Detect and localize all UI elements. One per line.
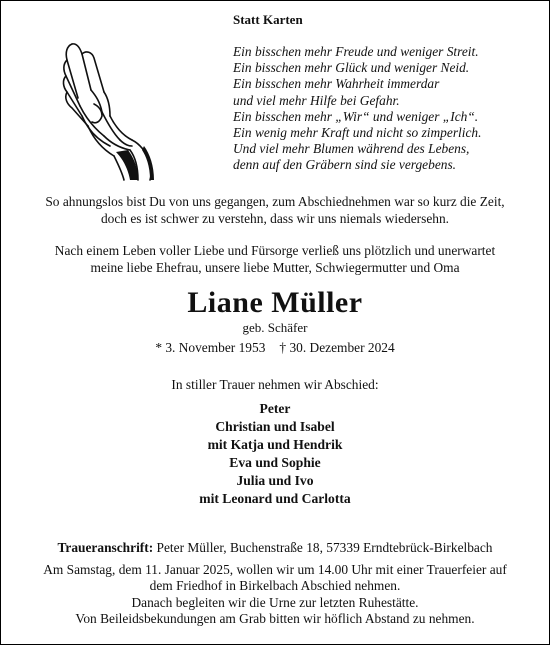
family-line: Julia und Ivo bbox=[236, 473, 314, 488]
death-date: † 30. Dezember 2024 bbox=[279, 340, 395, 355]
poem-line: Ein bisschen mehr „Wir“ und weniger „Ich“. bbox=[233, 108, 479, 124]
maiden-name: geb. Schäfer bbox=[242, 320, 308, 335]
praying-hands-icon bbox=[58, 40, 156, 182]
poem-line: und viel mehr Hilfe bei Gefahr. bbox=[233, 92, 400, 108]
birth-date: * 3. November 1953 bbox=[155, 340, 266, 355]
life-dates bbox=[0, 340, 550, 356]
poem-line: Ein wenig mehr Kraft und nicht so zimperlich. bbox=[233, 125, 482, 141]
address-label: Traueranschrift: bbox=[57, 540, 154, 555]
poem-line: Ein bisschen mehr Glück und weniger Neid. bbox=[233, 60, 470, 76]
mourning-text: In stiller Trauer nehmen wir Abschied: bbox=[171, 377, 379, 392]
poem bbox=[233, 44, 481, 174]
funeral-info bbox=[0, 562, 550, 628]
header-label: Statt Karten bbox=[233, 12, 303, 27]
funeral-line: Danach begleiten wir die Urne zur letzten Ruhestätte. bbox=[131, 594, 419, 610]
family-line: mit Leonard und Carlotta bbox=[199, 491, 351, 506]
family-line: Eva und Sophie bbox=[229, 455, 321, 470]
poem-line: denn auf den Gräbern sind sie vergebens. bbox=[233, 157, 457, 173]
announcement-line: Nach einem Leben voller Liebe und Fürsorge verließ uns plötzlich und unerwartet bbox=[54, 243, 496, 258]
deceased-name: Liane Müller bbox=[187, 286, 363, 319]
poem-line: Und viel mehr Blumen während des Lebens, bbox=[233, 141, 470, 157]
announcement-text bbox=[0, 243, 550, 276]
announcement-line: meine liebe Ehefrau, unsere liebe Mutter, Schwiegermutter und Oma bbox=[90, 259, 460, 275]
funeral-line: Am Samstag, dem 11. Januar 2025, wollen wir um 14.00 Uhr mit einer Trauerfeier auf bbox=[43, 562, 507, 577]
family-list bbox=[0, 400, 550, 508]
intro-text bbox=[0, 194, 550, 227]
poem-line: Ein bisschen mehr Wahrheit immerdar bbox=[233, 76, 440, 92]
funeral-line: dem Friedhof in Birkelbach Abschied nehmen. bbox=[149, 578, 401, 594]
intro-line: doch es ist schwer zu verstehn, dass wir uns niemals wiedersehn. bbox=[100, 210, 450, 226]
family-line: Peter bbox=[259, 401, 291, 416]
mourning-address bbox=[0, 540, 550, 556]
address-value: Peter Müller, Buchenstraße 18, 57339 Erndtebrück-Birkelbach bbox=[153, 540, 493, 555]
family-line: mit Katja und Hendrik bbox=[207, 437, 343, 452]
funeral-line: Von Beileidsbekundungen am Grab bitten wir höflich Abstand zu nehmen. bbox=[75, 611, 475, 627]
poem-line: Ein bisschen mehr Freude und weniger Streit. bbox=[233, 44, 479, 59]
intro-line: So ahnungslos bist Du von uns gegangen, zum Abschiednehmen war so kurz die Zeit, bbox=[45, 194, 505, 209]
family-line: Christian und Isabel bbox=[215, 419, 335, 434]
